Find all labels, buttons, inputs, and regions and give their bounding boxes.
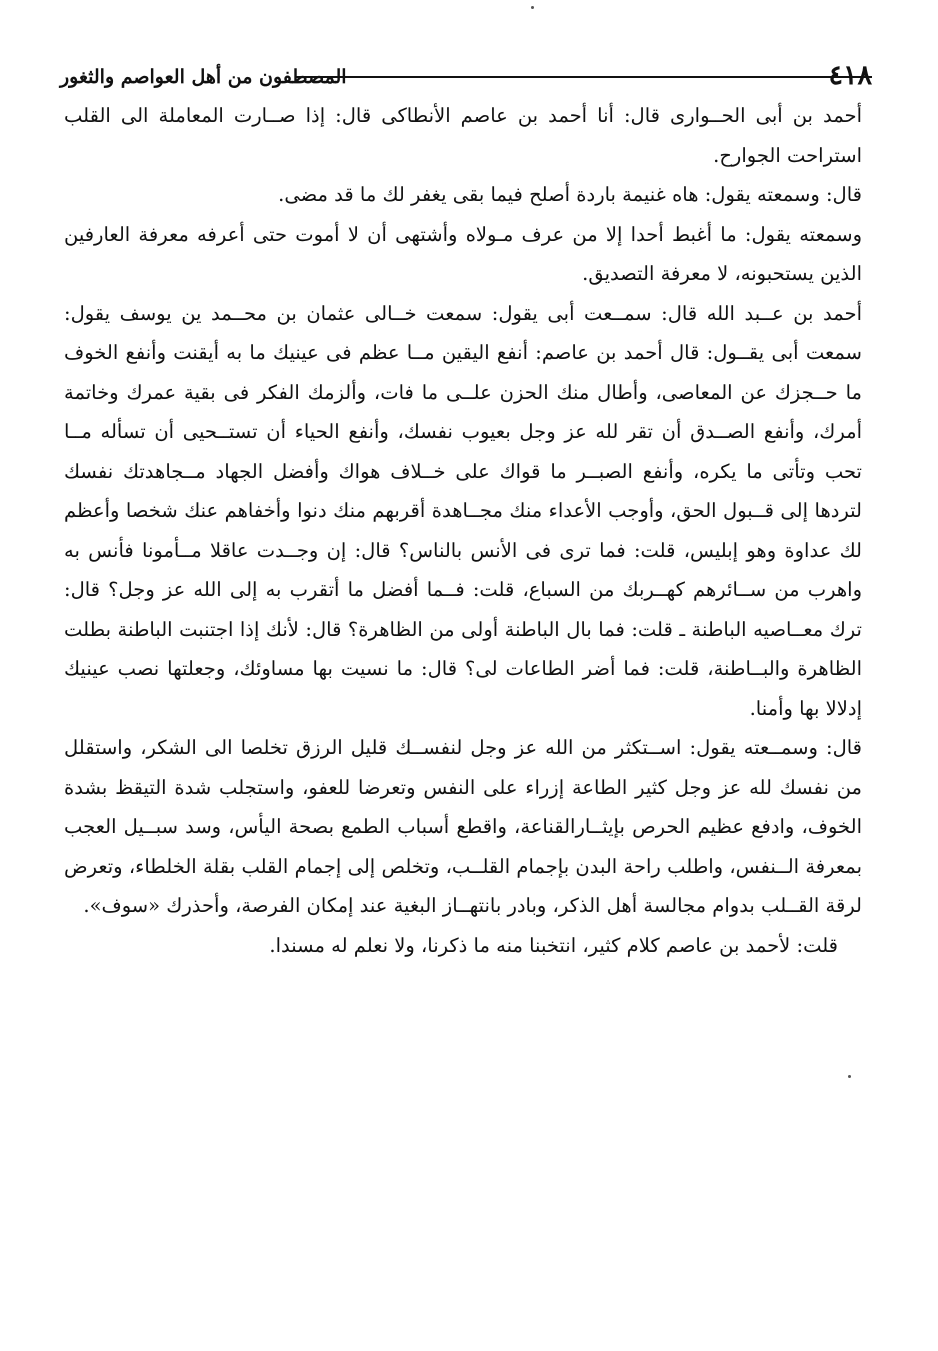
paragraph-4: أحمد بن عــبد الله قال: سمــعت أبى يقول: سمعت خــالى عثمان بن محــمد ين يوسف يقول: سمعت أبى يقــول: قال أحمد بن عاصم: أنفع اليقين مــا عظم فى عينيك ما به أيقنت وأنفع الخوف ما حــجزك عن المعاصى، وأطال منك الحزن علــى ما فات، وألزمك الفكر فى بقية عمرك وخاتمة أمرك، وأنفع الصــدق أن تقر لله عز وجل بعيوب نفسك، وأنفع الحياء أن تستــحيى أن تسأله مــا تحب وتأتى ما يكره، وأنفع الصبــر ما قواك على خــلاف هواك وأفضل الجهاد مــجاهدتك نفسك لتردها إلى قــبول الحق، وأوجب الأعداء منك مجــاهدة أقربهم منك دنوا وأخفاهم عنك شخصا وأعظم لك عداوة وهو إبليس، قلت: فما ترى فى الأنس بالناس؟ قال: إن وجــدت عاقلا مــأمونا فأنس به واهرب من ســائرهم كهــربك من السباع، قلت: فــما أفضل ما أتقرب به إلى الله عز وجل؟ قال: ترك معــاصيه الباطنة ـ قلت: فما بال الباطنة أولى من الظاهرة؟ قال: لأنك إذا اجتنبت الباطنة بطلت الظاهرة والبــاطنة، قلت: فما أضر الطاعات لى؟ قال: ما نسيت بها مساوئك، وجعلتها نصب عينيك إدلالا بها وأمنا. [64,301,862,720]
page-number: ٤١٨ [828,60,872,91]
paragraph-2: قال: وسمعته يقول: هاه غنيمة باردة أصلح فيما بقى يغفر لك ما قد مضى. [278,183,862,206]
running-title: المصطفون من أهل العواصم والثغور [60,66,347,88]
paragraph-5: قال: وسمــعته يقول: اســتكثر من الله عز وجل لنفســك قليل الرزق تخلصا الى الشكر، واستقلل من نفسك لله عز وجل كثير الطاعة إزراء على النفس وتعرضا للعفو، واستجلب شدة التيقظ بشدة الخوف، وادفع عظيم الحرص بإيثــارالقناعة، واقطع أسباب الطمع بصحة اليأس، وسد سبــيل العجب بمعرفة الــنفس، واطلب راحة البدن بإجمام القلــب، وتخلص إلى إجمام القلب بقلة الخلطاء، وتعرض لرقة القــلب بدوام مجالسة أهل الذكر، وبادر بانتهــاز البغية عند إمكان الفرصة، وأحذرك «سوف». [64,736,862,917]
paragraph-1: أحمد بن أبى الحــوارى قال: أنا أحمد بن عاصم الأنطاكى قال: إذا صــارت المعاملة الى القلب استراحت الجوارح. [64,104,862,167]
scan-speck [848,1075,851,1078]
paragraph-3: وسمعته يقول: ما أغبط أحدا إلا من عرف مـولاه وأشتهى أن لا أموت حتى أعرفه معرفة العارفين الذين يستحبونه، لا معرفة التصديق. [64,222,862,285]
paragraph-6: قلت: لأحمد بن عاصم كلام كثير، انتخبنا منه ما ذكرنا، ولا نعلم له مسندا. [269,933,838,957]
header-rule [296,76,872,78]
scan-speck [531,6,534,9]
body-text [64,96,862,965]
